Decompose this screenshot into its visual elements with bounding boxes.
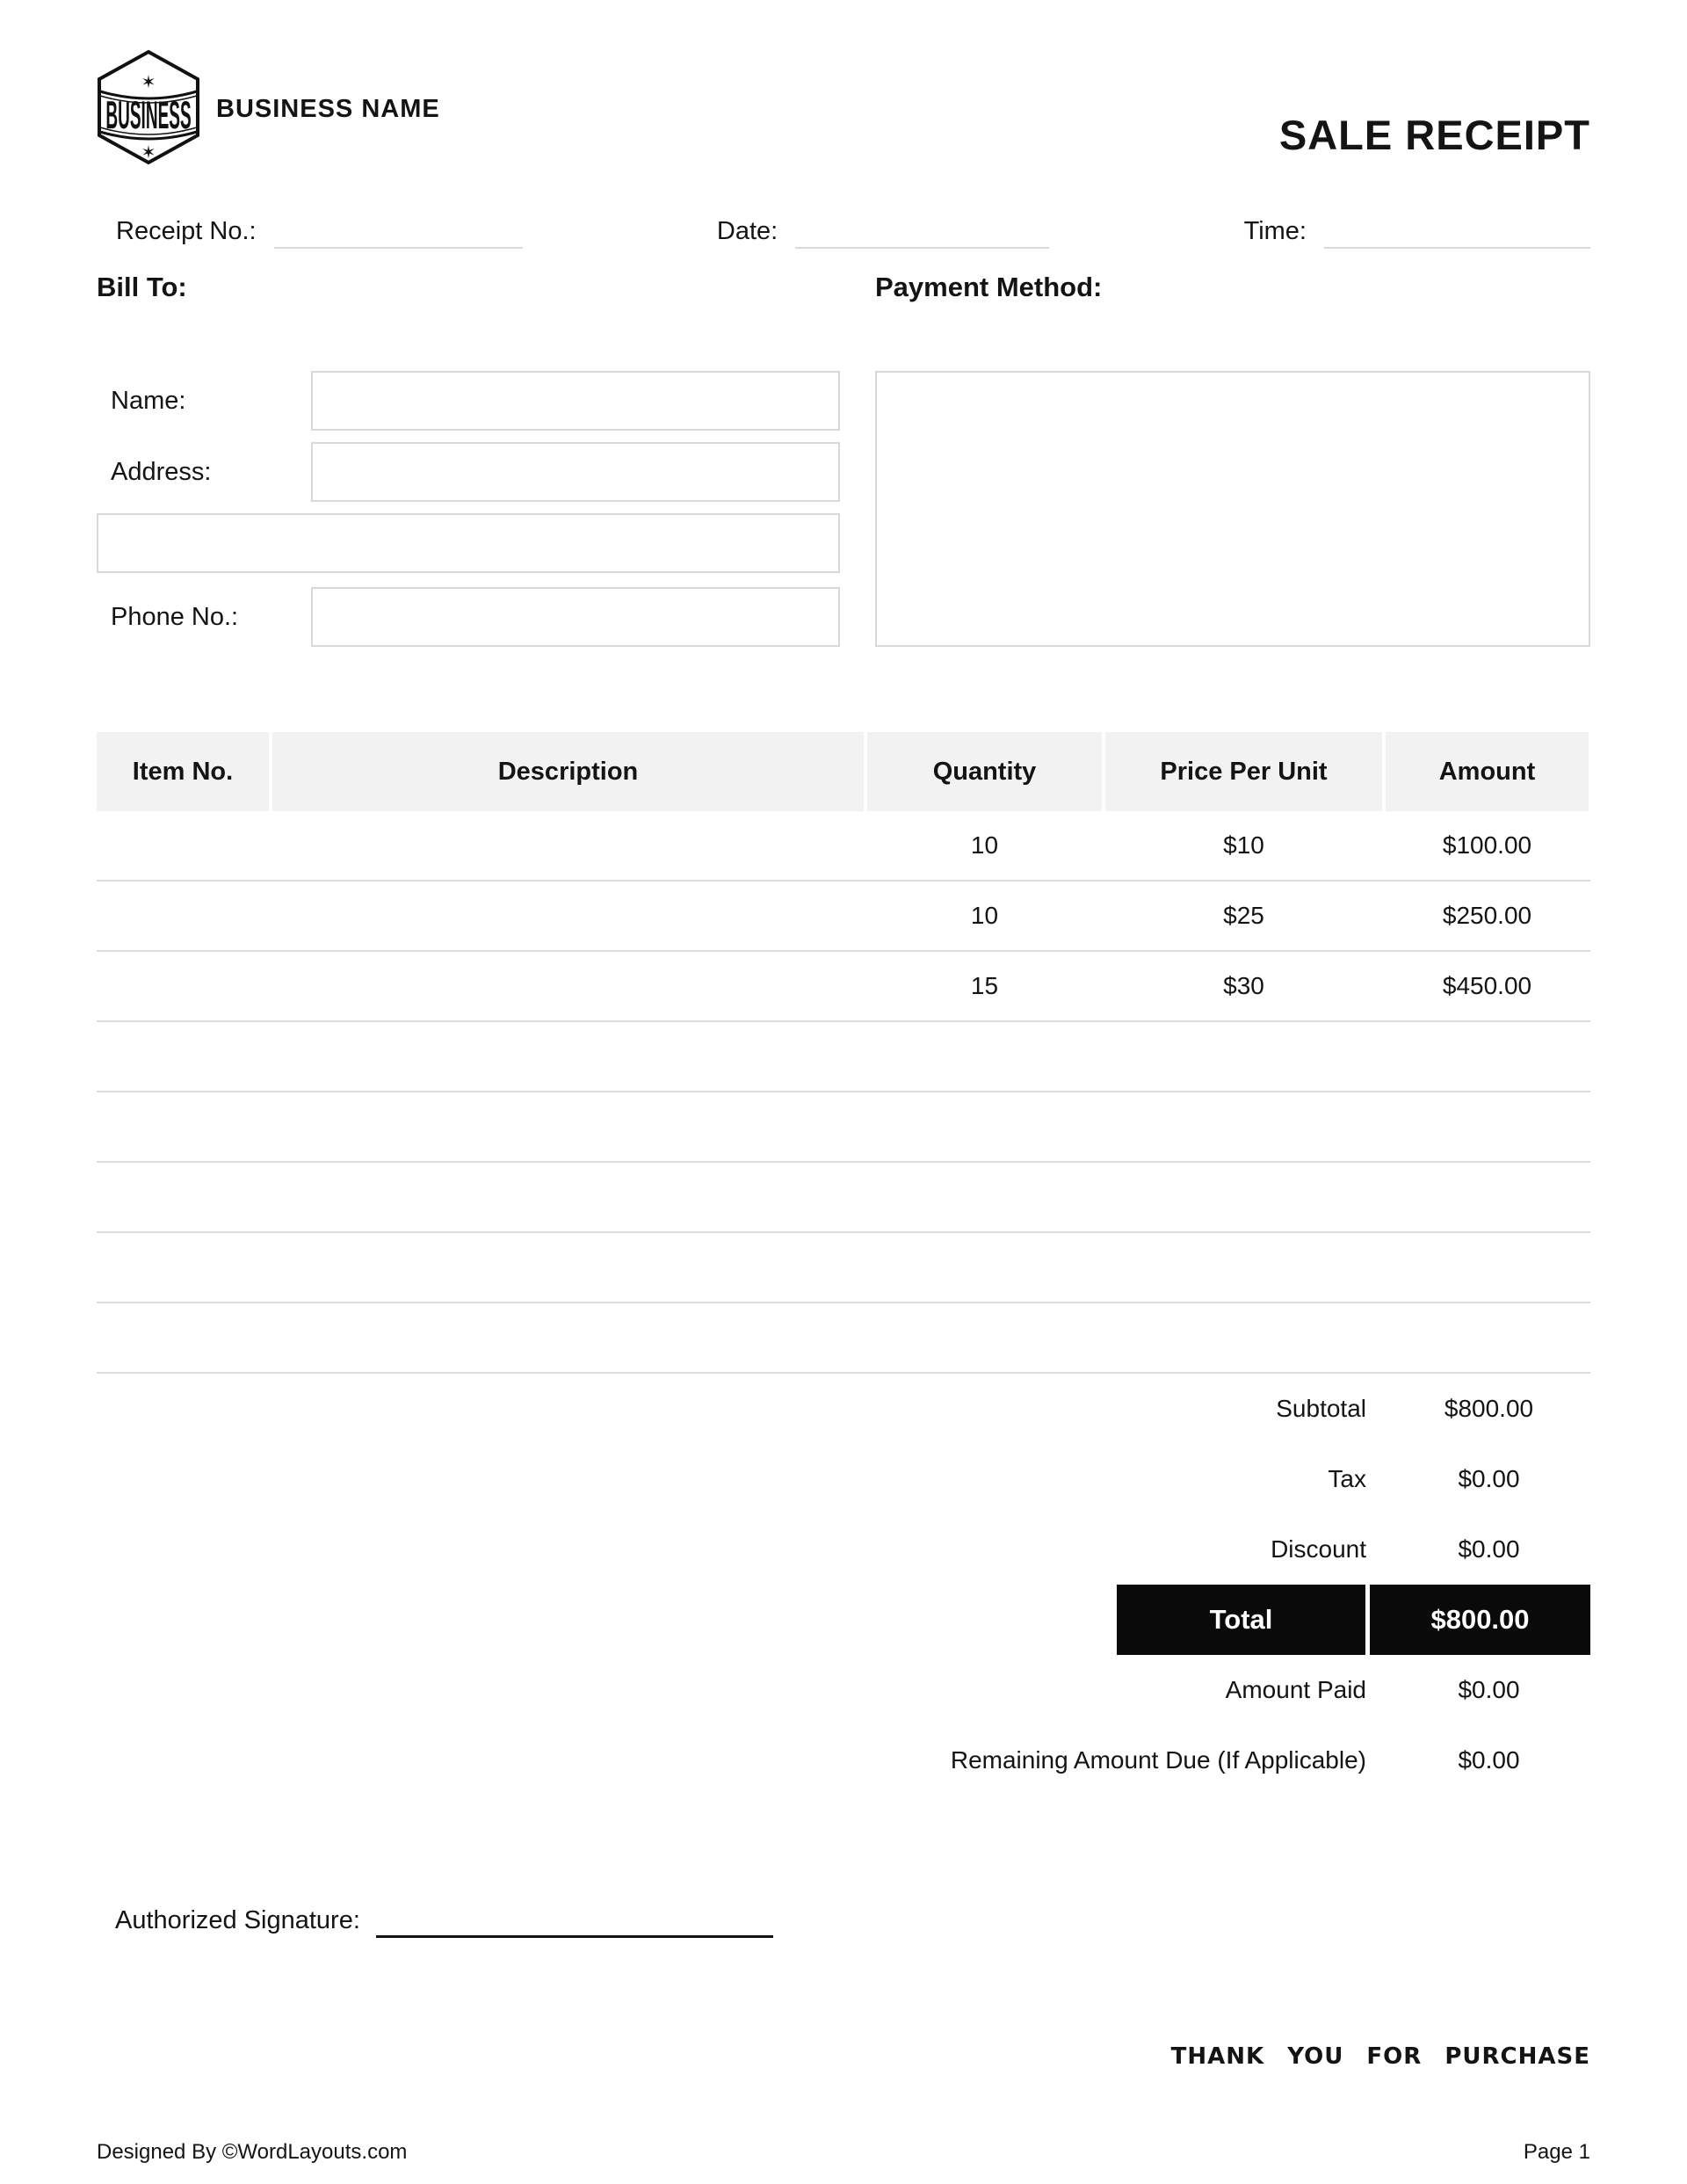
designed-by-credit: Designed By ©WordLayouts.com (97, 2140, 408, 2164)
receipt-no-label: Receipt No.: (116, 217, 257, 245)
column-header-price-per-unit: Price Per Unit (1105, 732, 1382, 811)
signature-section (97, 1903, 1590, 1938)
payment-section (875, 270, 1590, 658)
business-name: BUSINESS NAME (216, 95, 440, 123)
column-header-item-no: Item No. (97, 732, 269, 811)
empty-table-row (97, 1022, 1590, 1092)
total-row (97, 1585, 1590, 1655)
remaining-due-label: Remaining Amount Due (If Applicable) (950, 1746, 1366, 1774)
subtotal-row (97, 1374, 1590, 1444)
discount-value: $0.00 (1458, 1535, 1520, 1563)
cell-quantity: 10 (970, 902, 999, 929)
receipt-no-field[interactable] (274, 217, 523, 249)
bill-to-heading: Bill To: (97, 272, 187, 302)
table-row (97, 952, 1590, 1022)
svg-text:✶: ✶ (141, 73, 156, 92)
bill-to-section (97, 270, 840, 658)
address-label: Address: (111, 457, 212, 486)
name-row (97, 371, 840, 431)
time-group (1244, 214, 1590, 249)
totals-section (97, 1374, 1590, 1796)
cell-price-per-unit: $25 (1223, 902, 1264, 929)
cell-amount: $250.00 (1442, 902, 1532, 929)
page-footer (97, 2140, 1590, 2165)
cell-quantity: 10 (970, 831, 999, 859)
cell-price-per-unit: $10 (1223, 831, 1264, 859)
cell-quantity: 15 (970, 972, 999, 999)
column-header-description: Description (272, 732, 864, 811)
table-header-row (97, 732, 1590, 811)
address-line2-field[interactable] (97, 513, 840, 573)
remaining-due-value: $0.00 (1458, 1746, 1520, 1774)
name-field[interactable] (311, 371, 840, 431)
discount-row (97, 1514, 1590, 1585)
date-field[interactable] (795, 217, 1049, 249)
date-label: Date: (716, 217, 778, 245)
amount-paid-label: Amount Paid (1225, 1676, 1366, 1703)
cell-amount: $450.00 (1442, 972, 1532, 999)
tax-label: Tax (1328, 1465, 1366, 1492)
receipt-no-group (116, 214, 523, 249)
empty-table-row (97, 1092, 1590, 1163)
address-field[interactable] (311, 442, 840, 502)
business-logo-icon (97, 49, 200, 170)
total-label: Total (1117, 1585, 1365, 1655)
tax-row (97, 1444, 1590, 1514)
brand (97, 49, 440, 170)
time-field[interactable] (1324, 217, 1590, 249)
phone-row (97, 587, 840, 647)
phone-label: Phone No.: (111, 602, 239, 631)
empty-table-row (97, 1163, 1590, 1233)
payment-method-field[interactable] (875, 371, 1590, 647)
discount-label: Discount (1271, 1535, 1366, 1563)
name-label: Name: (111, 386, 186, 415)
amount-paid-value: $0.00 (1458, 1676, 1520, 1703)
info-section (97, 270, 1590, 658)
amount-paid-row (97, 1655, 1590, 1725)
column-header-amount: Amount (1386, 732, 1589, 811)
column-header-quantity: Quantity (867, 732, 1102, 811)
empty-table-row (97, 1303, 1590, 1374)
page-title: SALE RECEIPT (1278, 112, 1590, 158)
thank-you-message: THANK YOU FOR PURCHASE (1170, 2043, 1590, 2070)
bill-to-fields (97, 371, 840, 647)
receipt-meta-row (97, 214, 1590, 249)
subtotal-label: Subtotal (1276, 1395, 1366, 1422)
items-table (97, 732, 1590, 1374)
payment-heading: Payment Method: (875, 272, 1103, 302)
phone-field[interactable] (311, 587, 840, 647)
page-header (97, 0, 1590, 170)
authorized-signature-label: Authorized Signature: (115, 1906, 360, 1934)
address-row (97, 442, 840, 502)
table-row (97, 811, 1590, 882)
subtotal-value: $800.00 (1444, 1395, 1534, 1422)
cell-price-per-unit: $30 (1223, 972, 1264, 999)
remaining-due-row (97, 1725, 1590, 1796)
svg-text:BUSINESS: BUSINESS (105, 94, 192, 138)
table-row (97, 882, 1590, 952)
total-value: $800.00 (1370, 1585, 1590, 1655)
svg-text:✶: ✶ (141, 143, 156, 163)
signature-field[interactable] (376, 1908, 773, 1938)
page-number: Page 1 (1523, 2140, 1590, 2164)
tax-value: $0.00 (1458, 1465, 1520, 1492)
empty-table-row (97, 1233, 1590, 1303)
cell-amount: $100.00 (1442, 831, 1532, 859)
time-label: Time: (1243, 217, 1307, 245)
date-group (717, 214, 1049, 249)
